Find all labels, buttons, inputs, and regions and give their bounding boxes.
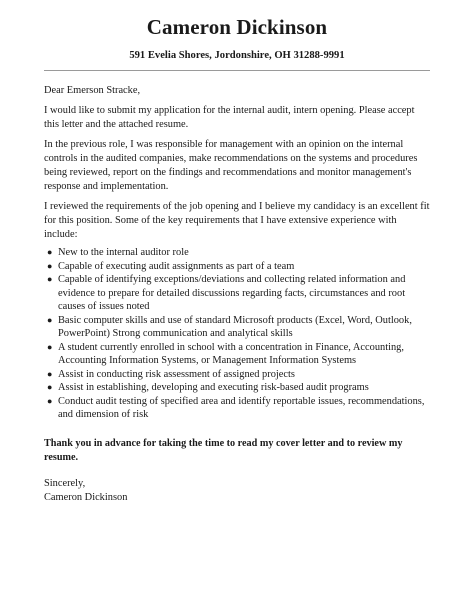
- list-item: ● Assist in establishing, developing and executing risk-based audit programs: [47, 382, 369, 393]
- paragraph-experience: In the previous role, I was responsible for management with an opinion on the internal controls in the audited companies, make recommendations on the systems and procedures being reviewed, report on the findings and recommendations and monitor management's response and implementation.: [44, 139, 418, 192]
- requirements-list: [44, 246, 430, 422]
- list-item: ● New to the internal auditor role: [47, 247, 189, 258]
- bullet-icon: ●: [47, 314, 53, 325]
- list-item: ● Capable of identifying exceptions/deviations and collecting related information and evidence to prepare for detailed discussions regarding facts, circumstances and root causes of issues noted: [47, 274, 406, 312]
- letter-greeting: Dear Emerson Stracke,: [44, 85, 141, 96]
- paragraph-requirements: I reviewed the requirements of the job opening and I believe my candidacy is an excellent fit for this position. Some of the key requirements that I have extensive experience with include:: [44, 201, 430, 240]
- bullet-icon: ●: [47, 395, 53, 406]
- signature-name: Cameron Dickinson: [44, 491, 128, 503]
- bullet-icon: ●: [47, 368, 53, 379]
- bullet-icon: ●: [47, 247, 53, 257]
- closing-salutation: Sincerely,: [44, 477, 86, 489]
- bullet-icon: ●: [47, 341, 53, 352]
- applicant-address: 591 Evelia Shores, Jordonshire, OH 31288-9991: [129, 50, 345, 61]
- applicant-name: Cameron Dickinson: [146, 15, 328, 39]
- header-divider: [44, 70, 430, 71]
- bullet-icon: ●: [47, 382, 53, 392]
- bullet-icon: ●: [47, 274, 53, 284]
- list-item: ● Assist in conducting risk assessment of assigned projects: [47, 368, 295, 380]
- list-item: ● Basic computer skills and use of standard Microsoft products (Excel, Word, Outlook, PowerPoint) Strong communication and analytical skills: [47, 314, 412, 339]
- thank-you-line: Thank you in advance for taking the time to read my cover letter and to review my resume.: [44, 437, 403, 463]
- list-item: ● Conduct audit testing of specified area and identify reportable issues, recommendations, and dimension of risk: [47, 395, 425, 420]
- paragraph-intro: I would like to submit my application for the internal audit, intern opening. Please accept this letter and the attached resume.: [44, 105, 415, 130]
- list-item: ● A student currently enrolled in school with a concentration in Finance, Accounting, Accounting Information Systems, or Management Information Systems: [47, 341, 404, 366]
- bullet-icon: ●: [47, 260, 53, 271]
- list-item: ● Capable of executing audit assignments as part of a team: [47, 260, 295, 272]
